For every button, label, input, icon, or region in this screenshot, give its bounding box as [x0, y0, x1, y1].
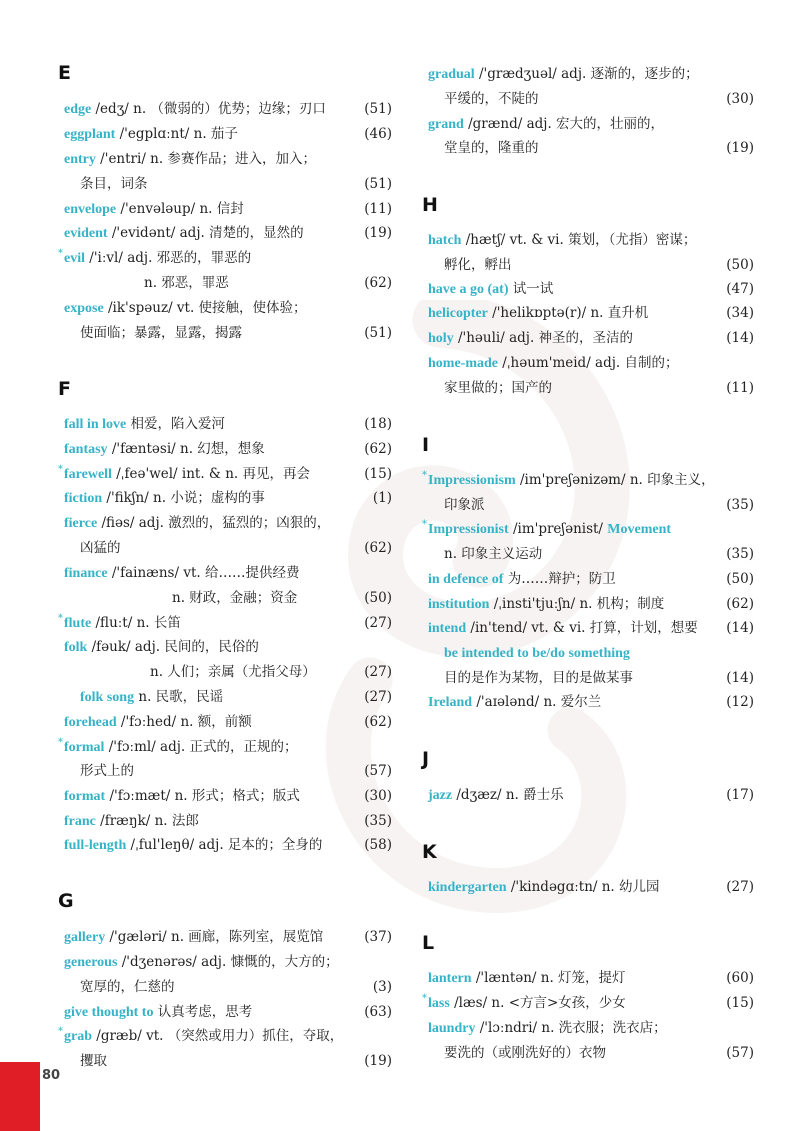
definition: 凶猛的	[80, 540, 121, 556]
headword: in defence of	[428, 572, 504, 587]
definition: /'egplɑːnt/ n. 茄子	[115, 126, 238, 142]
definition: /ik'spəuz/ vt. 使接触，使体验；	[103, 300, 307, 316]
glossary-entry	[428, 229, 696, 251]
definition: 宽厚的，仁慈的	[80, 979, 175, 995]
definition: n. 财政，金融；资金	[172, 590, 298, 606]
definition: /dʒæz/ n. 爵士乐	[452, 787, 564, 803]
page-reference: (27)	[726, 879, 754, 895]
headword: gradual	[428, 67, 475, 82]
page-reference: (50)	[726, 257, 754, 273]
glossary-entry	[428, 876, 660, 898]
page-reference: (14)	[726, 330, 754, 346]
star-icon: *	[58, 248, 63, 259]
headword: kindergarten	[428, 880, 507, 895]
definition: 要洗的（或刚洗好的）衣物	[444, 1045, 606, 1061]
definition: /ˌfeə'wel/ int. & n. 再见，再会	[111, 466, 310, 482]
headword: entry	[64, 152, 96, 167]
page-reference: (11)	[726, 380, 754, 396]
definition: /fəuk/ adj. 民间的，民俗的	[87, 639, 259, 655]
definition: /'fikʃn/ n. 小说；虚构的事	[102, 490, 265, 506]
headword: Impressionist	[428, 522, 509, 537]
glossary-entry	[444, 667, 633, 689]
headword: folk song	[80, 690, 135, 705]
headword: hatch	[428, 233, 462, 248]
headword: give thought to	[64, 1005, 154, 1020]
definition: /græb/ vt. （突然或用力）抓住，夺取，	[92, 1028, 344, 1044]
glossary-entry	[428, 617, 698, 639]
page-reference: (51)	[364, 176, 392, 192]
headword: evident	[64, 226, 108, 241]
page-reference: (35)	[364, 813, 392, 829]
page-reference: (11)	[364, 201, 392, 217]
definition: /'fɔːml/ adj. 正式的，正规的；	[104, 739, 298, 755]
definition: /im'preʃənist/	[508, 521, 608, 537]
page-reference: (46)	[364, 126, 392, 142]
definition: 孵化，孵出	[444, 257, 512, 273]
section-letter-h: H	[422, 194, 438, 216]
headword: helicopter	[428, 306, 488, 321]
definition: /fiəs/ adj. 激烈的，猛烈的；凶狠的，	[97, 515, 331, 531]
headword: edge	[64, 102, 92, 117]
section-letter-j: J	[422, 748, 430, 770]
definition: /'fɔːhed/ n. 额，前额	[116, 714, 252, 730]
definition: /edʒ/ n. （微弱的）优势；边缘；刃口	[91, 101, 326, 117]
glossary-entry	[444, 137, 539, 159]
headword: grab	[64, 1029, 92, 1044]
headword: fiction	[64, 491, 103, 506]
page-reference: (27)	[364, 664, 392, 680]
headword: franc	[64, 814, 96, 829]
definition: /'evidənt/ adj. 清楚的，显然的	[107, 225, 304, 241]
page-reference: (47)	[726, 281, 754, 297]
definition: 形式上的	[80, 763, 134, 779]
star-icon: *	[58, 1026, 63, 1037]
glossary-entry	[428, 352, 679, 374]
headword: intend	[428, 621, 467, 636]
page-reference: (30)	[364, 788, 392, 804]
glossary-entry	[444, 1042, 606, 1064]
definition: /'fainæns/ vt. 给……提供经费	[107, 565, 300, 581]
headword: generous	[64, 955, 118, 970]
glossary-entry	[444, 642, 630, 664]
definition: 相爱，陷入爱河	[126, 416, 226, 432]
headword: evil	[64, 251, 85, 266]
definition: /fræŋk/ n. 法郎	[95, 813, 199, 829]
definition: /'həuli/ adj. 神圣的，圣洁的	[453, 330, 634, 346]
section-letter-k: K	[422, 841, 437, 863]
headword: fierce	[64, 516, 98, 531]
glossary-entry	[428, 967, 626, 989]
definition: /'lɔːndri/ n. 洗衣服；洗衣店；	[475, 1020, 667, 1036]
headword: gallery	[64, 930, 106, 945]
glossary-entry	[444, 88, 539, 110]
page-reference: (62)	[726, 596, 754, 612]
glossary-entry	[428, 1017, 667, 1039]
star-icon: *	[422, 993, 427, 1004]
glossary-entry	[444, 377, 552, 399]
page-reference: (27)	[364, 615, 392, 631]
glossary-entry	[428, 302, 648, 324]
headword: flute	[64, 616, 92, 631]
page-reference: (19)	[364, 225, 392, 241]
section-letter-l: L	[422, 932, 435, 954]
headword: fall in love	[64, 417, 127, 432]
definition: /ˌhəum'meid/ adj. 自制的；	[498, 355, 679, 371]
definition: /'læntən/ n. 灯笼，提灯	[471, 970, 626, 986]
definition: /fluːt/ n. 长笛	[91, 615, 181, 631]
star-icon: *	[422, 470, 427, 481]
definition: /'fæntəsi/ n. 幻想，想象	[107, 441, 265, 457]
page-reference: (57)	[726, 1045, 754, 1061]
page-reference: (14)	[726, 620, 754, 636]
definition: /læs/ n. <方言>女孩，少女	[449, 995, 626, 1011]
glossary-entry	[428, 327, 633, 349]
headword: folk	[64, 640, 88, 655]
headword: forehead	[64, 715, 117, 730]
page-reference: (50)	[726, 571, 754, 587]
page-reference: (60)	[726, 970, 754, 986]
glossary-entry	[428, 568, 616, 590]
glossary-entry	[428, 113, 664, 135]
headword-continued: Movement	[607, 522, 672, 537]
glossary-entry	[444, 494, 485, 516]
definition: 条目，词条	[80, 176, 148, 192]
definition: 印象派	[444, 497, 485, 513]
page-number: 80	[42, 1068, 61, 1083]
definition: /'grædʒuəl/ adj. 逐渐的，逐步的；	[474, 66, 699, 82]
definition: n. 民歌，民谣	[134, 689, 224, 705]
section-letter-g: G	[58, 890, 74, 912]
definition: 试一试	[508, 281, 554, 297]
headword: finance	[64, 566, 108, 581]
page-reference: (30)	[726, 91, 754, 107]
page-reference: (15)	[726, 995, 754, 1011]
headword: format	[64, 789, 106, 804]
definition: /'dʒenərəs/ adj. 慷慨的，大方的；	[117, 954, 339, 970]
headword: have a go (at)	[428, 282, 509, 297]
headword: Ireland	[428, 695, 473, 710]
page-reference: (51)	[364, 325, 392, 341]
headword: grand	[428, 117, 464, 132]
page-reference: (3)	[372, 979, 392, 995]
definition: n. 印象主义运动	[444, 546, 543, 562]
page-reference: (50)	[364, 590, 392, 606]
definition: /ˌinsti'tjuːʃn/ n. 机构；制度	[489, 596, 665, 612]
definition: 堂皇的，隆重的	[444, 140, 539, 156]
definition: /'entri/ n. 参赛作品；进入，加入；	[95, 151, 316, 167]
headword: fantasy	[64, 442, 108, 457]
page-reference: (19)	[364, 1053, 392, 1069]
section-letter-i: I	[422, 434, 430, 456]
glossary-entry	[428, 784, 564, 806]
definition: 家里做的；国产的	[444, 380, 552, 396]
headword: eggplant	[64, 127, 116, 142]
headword: jazz	[428, 788, 453, 803]
glossary-entry	[422, 518, 672, 540]
glossary-entry	[422, 992, 626, 1014]
definition: /'aɪələnd/ n. 爱尔兰	[472, 694, 602, 710]
definition: /'helikɒptə(r)/ n. 直升机	[487, 305, 649, 321]
page-reference: (18)	[364, 416, 392, 432]
headword: lantern	[428, 971, 472, 986]
headword: formal	[64, 740, 105, 755]
definition: 认真考虑，思考	[153, 1004, 253, 1020]
page-reference: (58)	[364, 837, 392, 853]
definition: /'envələup/ n. 信封	[116, 201, 244, 217]
page-reference: (62)	[364, 714, 392, 730]
definition: /'kindəgɑːtn/ n. 幼儿园	[506, 879, 660, 895]
definition: 平缓的，不陡的	[444, 91, 539, 107]
glossary-entry	[422, 469, 715, 491]
definition: /'iːvl/ adj. 邪恶的，罪恶的	[85, 250, 252, 266]
section-letter-e: E	[58, 62, 71, 84]
page-reference: (35)	[726, 497, 754, 513]
definition: /ˌful'leŋθ/ adj. 足本的；全身的	[126, 837, 323, 853]
definition: 目的是作为某物，目的是做某事	[444, 670, 633, 686]
definition: /hætʃ/ vt. & vi. 策划，（尤指）密谋；	[461, 232, 697, 248]
headword: envelope	[64, 202, 117, 217]
definition: /'gæləri/ n. 画廊，陈列室，展览馆	[105, 929, 324, 945]
section-letter-f: F	[58, 378, 71, 400]
page-reference: (14)	[726, 670, 754, 686]
definition: /grænd/ adj. 宏大的，壮丽的，	[463, 116, 665, 132]
definition: /'fɔːmæt/ n. 形式；格式；版式	[105, 788, 300, 804]
headword: be intended to be/do something	[444, 646, 630, 661]
glossary-entry	[428, 278, 553, 300]
page-reference: (63)	[364, 1004, 392, 1020]
star-icon: *	[58, 737, 63, 748]
definition: 使面临；暴露，显露，揭露	[80, 325, 242, 341]
page-reference: (34)	[726, 305, 754, 321]
glossary-entry	[428, 63, 699, 85]
headword: lass	[428, 996, 450, 1011]
glossary-entry	[428, 691, 601, 713]
headword: laundry	[428, 1021, 476, 1036]
page-reference: (37)	[364, 929, 392, 945]
page-reference: (62)	[364, 540, 392, 556]
headword: Impressionism	[428, 473, 516, 488]
headword: institution	[428, 597, 490, 612]
page-reference: (17)	[726, 787, 754, 803]
star-icon: *	[58, 464, 63, 475]
star-icon: *	[422, 519, 427, 530]
page-reference: (35)	[726, 546, 754, 562]
page-reference: (27)	[364, 689, 392, 705]
glossary-entry	[444, 254, 512, 276]
page-reference: (57)	[364, 763, 392, 779]
glossary-entry	[444, 543, 542, 565]
headword: expose	[64, 301, 104, 316]
glossary-entry	[428, 593, 664, 615]
definition: /im'preʃənizəm/ n. 印象主义，	[515, 472, 715, 488]
definition: 为……辩护；防卫	[503, 571, 616, 587]
page-reference: (62)	[364, 275, 392, 291]
headword: farewell	[64, 467, 112, 482]
definition: /in'tend/ vt. & vi. 打算，计划，想要	[466, 620, 698, 636]
page-reference: (51)	[364, 101, 392, 117]
star-icon: *	[58, 613, 63, 624]
headword: home-made	[428, 356, 498, 371]
page-reference: (15)	[364, 466, 392, 482]
headword: holy	[428, 331, 454, 346]
definition: 攫取	[80, 1053, 107, 1069]
headword: full-length	[64, 838, 127, 853]
page-reference: (12)	[726, 694, 754, 710]
page-reference: (19)	[726, 140, 754, 156]
definition: n. 邪恶，罪恶	[144, 275, 229, 291]
page-reference: (1)	[372, 490, 392, 506]
page-reference: (62)	[364, 441, 392, 457]
definition: n. 人们；亲属（尤指父母）	[150, 664, 316, 680]
